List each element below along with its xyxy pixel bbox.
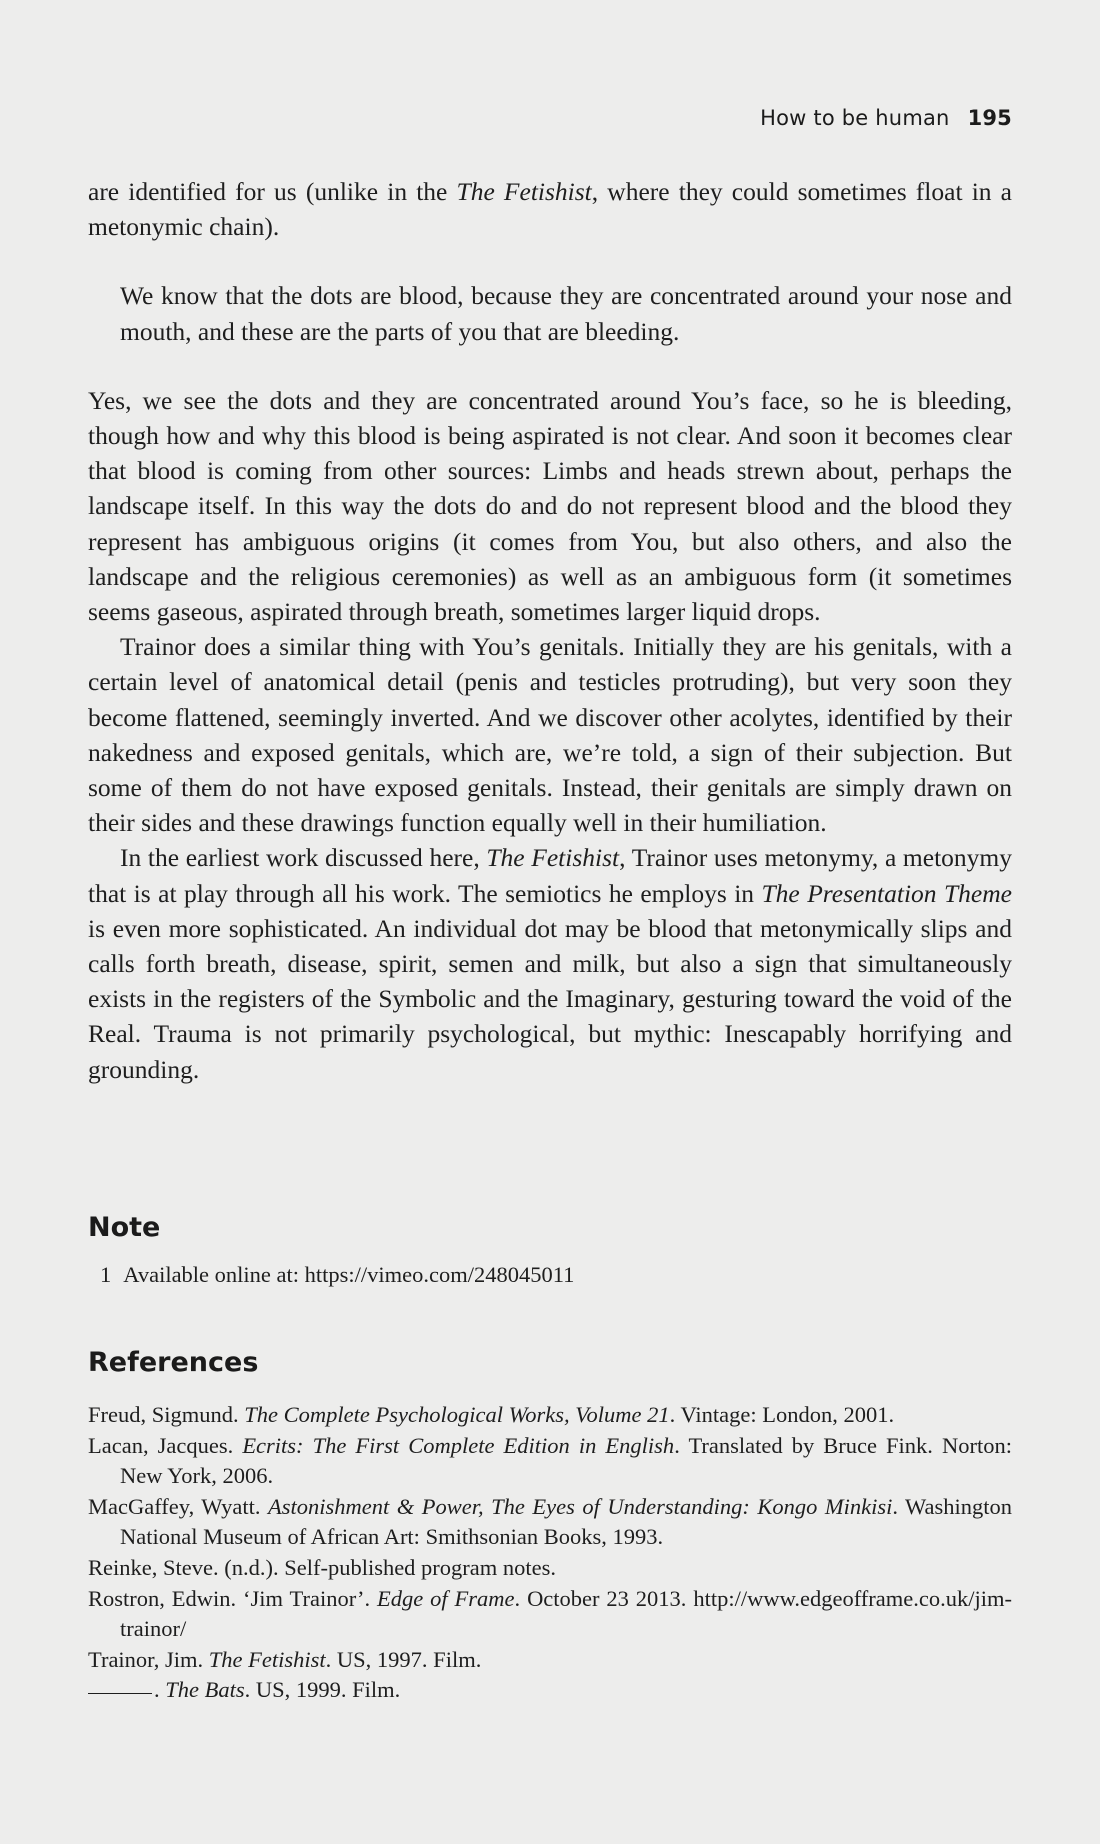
note-text: Available online at: https://vimeo.com/248045011 [123,1262,575,1287]
note-heading: Note [88,1212,161,1243]
reference-item: Lacan, Jacques. Ecrits: The First Complete Edition in English. Translated by Bruce Fink. Norton: New York, 2006. [88,1432,1012,1489]
references-list [88,1400,1012,1706]
references-heading: References [88,1347,259,1378]
paragraph-2: Yes, we see the dots and they are concentrated around You’s face, so he is bleeding, though how and why this blood is being aspirated is not clear. And soon it becomes clear that blood is coming from other sources: Limbs and heads strewn about, perhaps the landscape itself. In this way the dots do and do not represent blood and the blood they represent has ambiguous origins (it comes from You, but also others, and also the landscape and the religious ceremonies) as well as an ambiguous form (it sometimes seems gaseous, aspirated through breath, sometimes larger liquid drops. [88,385,1012,627]
block-quote: We know that the dots are blood, because they are concentrated around your nose and mouth, and these are the parts of you that are bleeding. [120,281,1012,346]
paragraph-3: Trainor does a similar thing with You’s genitals. Initially they are his genitals, with a certain level of anatomical detail (penis and testicles protruding), but very soon they become flattened, seemingly inverted. And we discover other acolytes, identified by their nakedness and exposed genitals, which are, we’re told, a sign of their subjection. But some of them do not have exposed genitals. Instead, their genitals are simply drawn on their sides and these drawings function equally well in their humiliation. [88,632,1012,838]
note-number: 1 [100,1262,112,1287]
reference-item: Reinke, Steve. (n.d.). Self-published program notes. [88,1554,557,1580]
page-number: 195 [967,106,1012,130]
reference-item: MacGaffey, Wyatt. Astonishment & Power, The Eyes of Understanding: Kongo Minkisi. Washington National Museum of African Art: Smithsonian Books, 1993. [88,1493,1012,1550]
work-title: The Presentation Theme [761,878,1012,908]
main-text [88,174,1012,1087]
reference-item: Rostron, Edwin. ‘Jim Trainor’. Edge of Frame. October 23 2013. http://www.edgeofframe.co.uk/jim-trainor/ [88,1585,1012,1642]
note-item [100,1262,574,1288]
reference-item: . The Bats. US, 1999. Film. [88,1675,1012,1706]
work-title: The Fetishist [456,177,592,206]
work-title: The Fetishist [486,843,620,873]
paragraph-4: In the earliest work discussed here, The Fetishist, Trainor uses metonymy, a metonymy that is at play through all his work. The semiotics he employs in The Presentation Theme is even more sophisticated. An individual dot may be blood that metonymically slips and calls forth breath, disease, spirit, semen and milk, but also a sign that simultaneously exists in the registers of the Symbolic and the Imaginary, gesturing toward the void of the Real. Trauma is not primarily psychological, but mythic: Inescapably horrifying and grounding. [88,843,1012,1084]
paragraph-1: are identified for us (unlike in the The Fetishist, where they could sometimes float in a metonymic chain). [88,177,1012,242]
reference-item: Freud, Sigmund. The Complete Psychological Works, Volume 21. Vintage: London, 2001. [88,1402,895,1427]
reference-item: Trainor, Jim. The Fetishist. US, 1997. Film. [88,1646,482,1672]
running-title: How to be human [760,106,950,130]
repeated-author-dash [88,1693,152,1694]
running-head [760,106,1012,130]
